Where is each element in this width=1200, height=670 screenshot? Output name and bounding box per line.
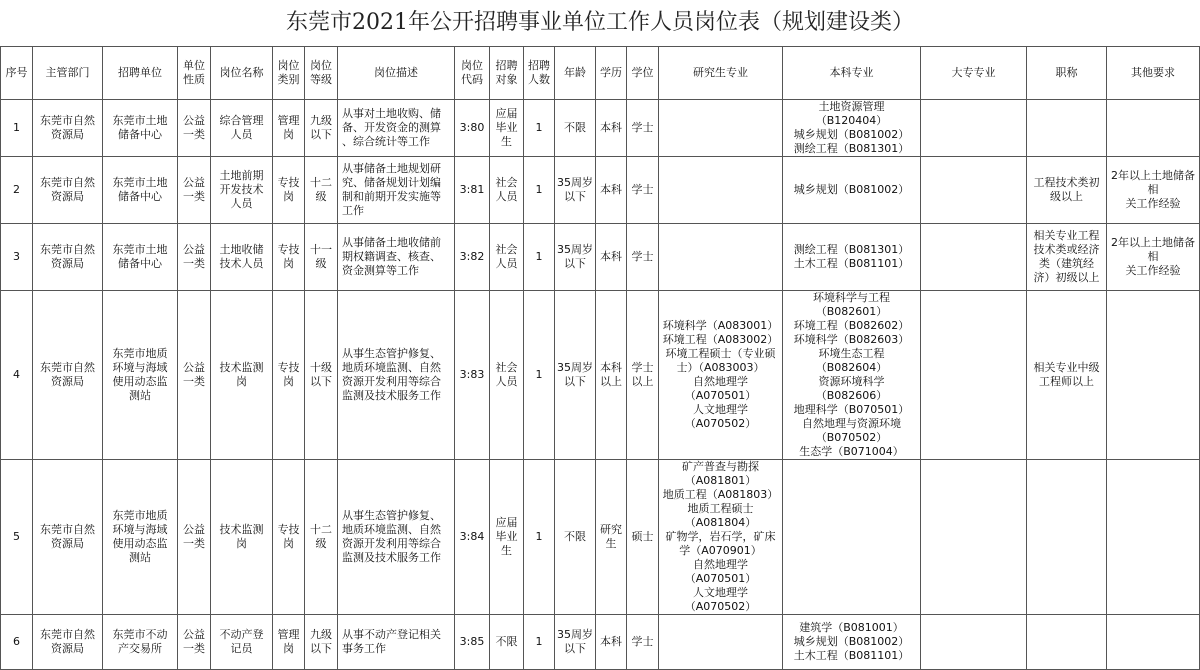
cell-desc: 从事生态管护修复、 地质环境监测、自然 资源开发利用等综合 监测及技术服务工作 xyxy=(338,460,455,615)
cell-degree: 学士 xyxy=(627,615,659,670)
col-post-level: 岗位 等级 xyxy=(305,47,338,100)
cell-target: 社会 人员 xyxy=(490,157,524,224)
cell-edu: 本科 xyxy=(596,100,627,157)
cell-other xyxy=(1107,100,1200,157)
cell-post-level: 九级 以下 xyxy=(305,615,338,670)
cell-target: 应届 毕业 生 xyxy=(490,460,524,615)
cell-degree: 学士 xyxy=(627,100,659,157)
cell-seq: 1 xyxy=(1,100,33,157)
cell-age: 35周岁 以下 xyxy=(555,157,596,224)
cell-code: 3:81 xyxy=(455,157,490,224)
cell-post-type: 管理 岗 xyxy=(273,100,305,157)
cell-grad-major xyxy=(659,157,783,224)
col-dept: 主管部门 xyxy=(33,47,103,100)
col-age: 年龄 xyxy=(555,47,596,100)
col-seq: 序号 xyxy=(1,47,33,100)
cell-target: 社会 人员 xyxy=(490,291,524,460)
cell-ug-major xyxy=(783,460,921,615)
col-other: 其他要求 xyxy=(1107,47,1200,100)
cell-target: 不限 xyxy=(490,615,524,670)
cell-post-type: 专技 岗 xyxy=(273,224,305,291)
cell-dept: 东莞市自然 资源局 xyxy=(33,224,103,291)
col-desc: 岗位描述 xyxy=(338,47,455,100)
cell-post-level: 十级 以下 xyxy=(305,291,338,460)
cell-desc: 从事生态管护修复、 地质环境监测、自然 资源开发利用等综合 监测及技术服务工作 xyxy=(338,291,455,460)
table-row xyxy=(1,291,1200,460)
cell-ug-major: 土地资源管理（B120404） 城乡规划（B081002） 测绘工程（B081301） xyxy=(783,100,921,157)
cell-degree: 学士 xyxy=(627,224,659,291)
cell-count: 1 xyxy=(524,157,555,224)
cell-target: 社会 人员 xyxy=(490,224,524,291)
cell-count: 1 xyxy=(524,291,555,460)
cell-college-major xyxy=(921,224,1027,291)
cell-title-req xyxy=(1027,460,1107,615)
col-code: 岗位 代码 xyxy=(455,47,490,100)
cell-grad-major xyxy=(659,100,783,157)
cell-edu: 本科 xyxy=(596,615,627,670)
cell-post-name: 土地前期 开发技术 人员 xyxy=(211,157,273,224)
cell-degree: 学士 以上 xyxy=(627,291,659,460)
cell-nature: 公益 一类 xyxy=(178,100,211,157)
cell-post-name: 土地收储 技术人员 xyxy=(211,224,273,291)
cell-count: 1 xyxy=(524,615,555,670)
cell-count: 1 xyxy=(524,100,555,157)
cell-count: 1 xyxy=(524,224,555,291)
cell-desc: 从事不动产登记相关 事务工作 xyxy=(338,615,455,670)
cell-post-name: 综合管理 人员 xyxy=(211,100,273,157)
cell-post-type: 专技 岗 xyxy=(273,157,305,224)
cell-grad-major xyxy=(659,615,783,670)
table-row xyxy=(1,460,1200,615)
cell-unit: 东莞市土地 储备中心 xyxy=(103,224,178,291)
cell-age: 不限 xyxy=(555,100,596,157)
cell-college-major xyxy=(921,100,1027,157)
cell-nature: 公益 一类 xyxy=(178,460,211,615)
cell-unit: 东莞市地质 环境与海域 使用动态监 测站 xyxy=(103,460,178,615)
cell-edu: 研究 生 xyxy=(596,460,627,615)
cell-count: 1 xyxy=(524,460,555,615)
cell-dept: 东莞市自然 资源局 xyxy=(33,157,103,224)
cell-grad-major: 矿产普查与勘探 （A081801） 地质工程（A081803） 地质工程硕士 （A081804） 矿物学，岩石学，矿床 学（A070901） 自然地理学（A070501） 人文地理学（A070502） xyxy=(659,460,783,615)
cell-other xyxy=(1107,615,1200,670)
table-row xyxy=(1,157,1200,224)
cell-code: 3:80 xyxy=(455,100,490,157)
cell-college-major xyxy=(921,460,1027,615)
cell-other xyxy=(1107,291,1200,460)
cell-dept: 东莞市自然 资源局 xyxy=(33,460,103,615)
cell-other xyxy=(1107,460,1200,615)
table-header-row xyxy=(1,47,1200,100)
cell-post-type: 专技 岗 xyxy=(273,291,305,460)
cell-post-name: 技术监测 岗 xyxy=(211,460,273,615)
cell-grad-major xyxy=(659,224,783,291)
cell-edu: 本科 xyxy=(596,224,627,291)
cell-unit: 东莞市土地 储备中心 xyxy=(103,100,178,157)
col-post-type: 岗位 类别 xyxy=(273,47,305,100)
cell-post-type: 管理 岗 xyxy=(273,615,305,670)
cell-post-level: 九级 以下 xyxy=(305,100,338,157)
cell-college-major xyxy=(921,615,1027,670)
cell-seq: 2 xyxy=(1,157,33,224)
cell-target: 应届 毕业 生 xyxy=(490,100,524,157)
cell-ug-major: 建筑学（B081001） 城乡规划（B081002） 土木工程（B081101） xyxy=(783,615,921,670)
cell-title-req: 相关专业工程 技术类或经济 类（建筑经 济）初级以上 xyxy=(1027,224,1107,291)
cell-post-level: 十二 级 xyxy=(305,157,338,224)
cell-edu: 本科 以上 xyxy=(596,291,627,460)
col-unit: 招聘单位 xyxy=(103,47,178,100)
cell-grad-major: 环境科学（A083001） 环境工程（A083002） 环境工程硕士（专业硕 士）（A083003） 自然地理学（A070501） 人文地理学（A070502） xyxy=(659,291,783,460)
cell-dept: 东莞市自然 资源局 xyxy=(33,615,103,670)
cell-desc: 从事对土地收购、储 备、开发资金的测算 、综合统计等工作 xyxy=(338,100,455,157)
col-post-name: 岗位名称 xyxy=(211,47,273,100)
cell-other: 2年以上土地储备相 关工作经验 xyxy=(1107,224,1200,291)
cell-desc: 从事储备土地规划研 究、储备规划计划编 制和前期开发实施等 工作 xyxy=(338,157,455,224)
table-row xyxy=(1,100,1200,157)
cell-degree: 学士 xyxy=(627,157,659,224)
col-grad-major: 研究生专业 xyxy=(659,47,783,100)
cell-ug-major: 测绘工程（B081301） 土木工程（B081101） xyxy=(783,224,921,291)
col-count: 招聘 人数 xyxy=(524,47,555,100)
cell-nature: 公益 一类 xyxy=(178,157,211,224)
cell-post-name: 技术监测 岗 xyxy=(211,291,273,460)
col-target: 招聘 对象 xyxy=(490,47,524,100)
cell-degree: 硕士 xyxy=(627,460,659,615)
cell-college-major xyxy=(921,157,1027,224)
cell-other: 2年以上土地储备相 关工作经验 xyxy=(1107,157,1200,224)
cell-unit: 东莞市不动 产交易所 xyxy=(103,615,178,670)
cell-title-req: 工程技术类初 级以上 xyxy=(1027,157,1107,224)
cell-code: 3:84 xyxy=(455,460,490,615)
col-title-req: 职称 xyxy=(1027,47,1107,100)
cell-title-req: 相关专业中级 工程师以上 xyxy=(1027,291,1107,460)
cell-dept: 东莞市自然 资源局 xyxy=(33,100,103,157)
cell-code: 3:85 xyxy=(455,615,490,670)
cell-ug-major: 环境科学与工程 （B082601） 环境工程（B082602） 环境科学（B082603） 环境生态工程（B082604） 资源环境科学（B082606） 地理科学（B070501） 自然地理与资源环境 （B070502） 生态学（B071004） xyxy=(783,291,921,460)
cell-nature: 公益 一类 xyxy=(178,615,211,670)
col-edu: 学历 xyxy=(596,47,627,100)
col-college-major: 大专专业 xyxy=(921,47,1027,100)
cell-dept: 东莞市自然 资源局 xyxy=(33,291,103,460)
cell-post-level: 十一 级 xyxy=(305,224,338,291)
job-table xyxy=(0,46,1200,670)
cell-ug-major: 城乡规划（B081002） xyxy=(783,157,921,224)
table-row xyxy=(1,224,1200,291)
cell-college-major xyxy=(921,291,1027,460)
page-title: 东莞市2021年公开招聘事业单位工作人员岗位表（规划建设类） xyxy=(286,10,914,35)
cell-post-level: 十二 级 xyxy=(305,460,338,615)
cell-title-req xyxy=(1027,615,1107,670)
cell-code: 3:82 xyxy=(455,224,490,291)
cell-age: 35周岁 以下 xyxy=(555,615,596,670)
cell-seq: 5 xyxy=(1,460,33,615)
cell-post-type: 专技 岗 xyxy=(273,460,305,615)
cell-title-req xyxy=(1027,100,1107,157)
cell-age: 不限 xyxy=(555,460,596,615)
cell-seq: 3 xyxy=(1,224,33,291)
cell-nature: 公益 一类 xyxy=(178,291,211,460)
cell-age: 35周岁 以下 xyxy=(555,224,596,291)
cell-post-name: 不动产登 记员 xyxy=(211,615,273,670)
cell-age: 35周岁 以下 xyxy=(555,291,596,460)
cell-unit: 东莞市地质 环境与海域 使用动态监 测站 xyxy=(103,291,178,460)
cell-nature: 公益 一类 xyxy=(178,224,211,291)
col-nature: 单位 性质 xyxy=(178,47,211,100)
cell-code: 3:83 xyxy=(455,291,490,460)
col-degree: 学位 xyxy=(627,47,659,100)
cell-seq: 4 xyxy=(1,291,33,460)
col-ug-major: 本科专业 xyxy=(783,47,921,100)
cell-edu: 本科 xyxy=(596,157,627,224)
cell-desc: 从事储备土地收储前 期权籍调查、核查、 资金测算等工作 xyxy=(338,224,455,291)
cell-unit: 东莞市土地 储备中心 xyxy=(103,157,178,224)
table-row xyxy=(1,615,1200,670)
cell-seq: 6 xyxy=(1,615,33,670)
